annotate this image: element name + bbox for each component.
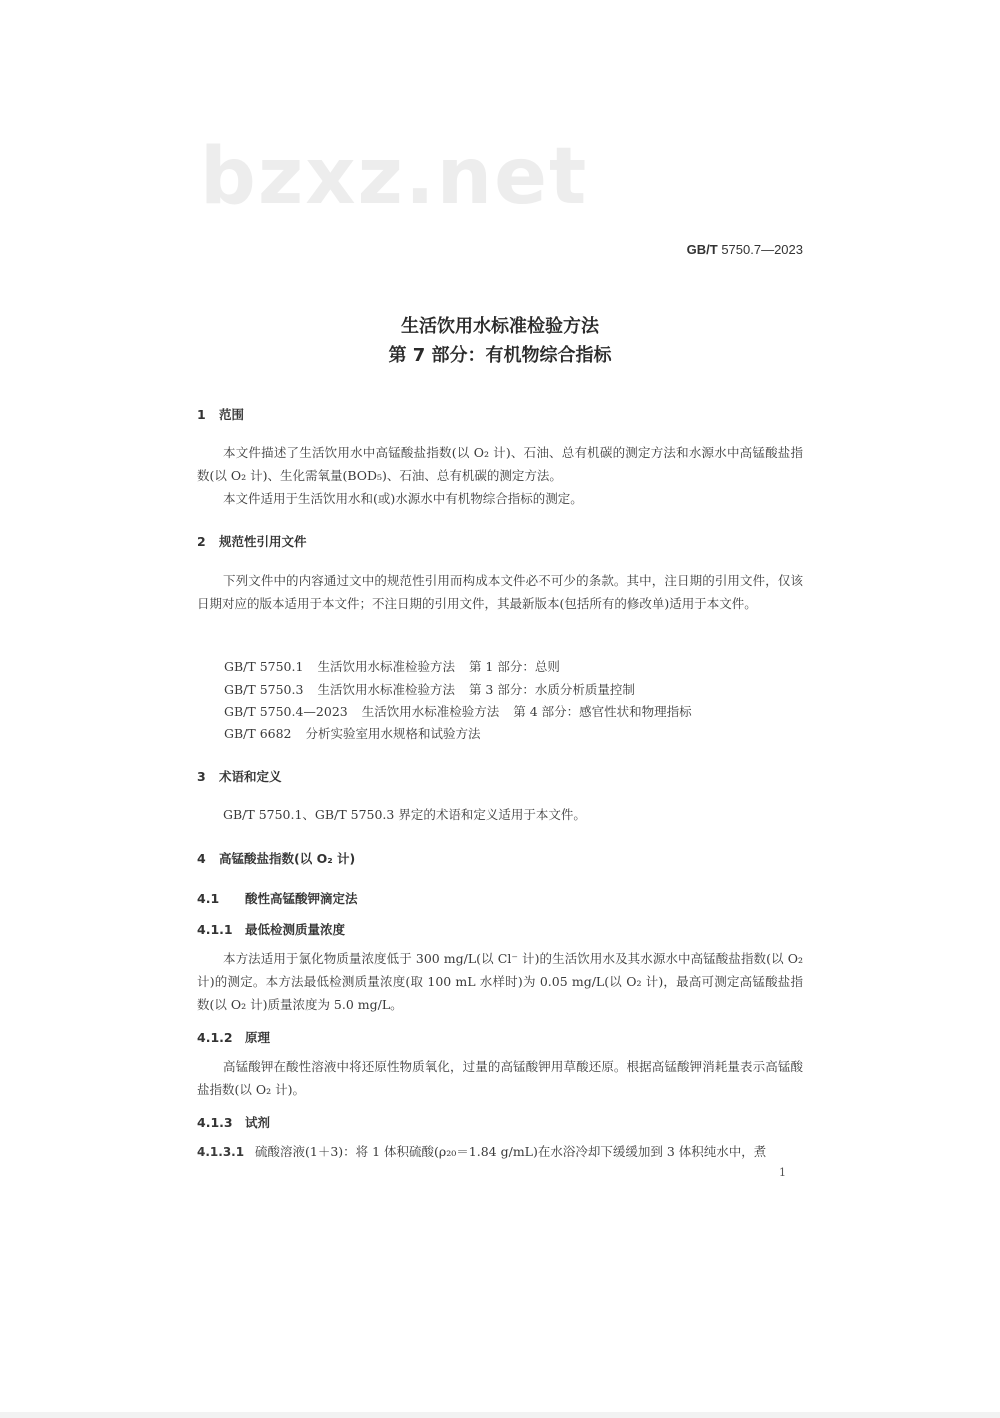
reference-item: [224, 657, 560, 675]
section-1-heading: [197, 405, 244, 423]
reference-title: 生活饮用水标准检验方法: [317, 659, 455, 674]
subsection-number: 4.1.1: [197, 922, 233, 937]
reference-item: [224, 680, 635, 698]
subsection-number: 4.1.3: [197, 1115, 233, 1130]
section-title: 高锰酸盐指数(以 O₂ 计): [219, 851, 356, 866]
paragraph: 本方法适用于氯化物质量浓度低于 300 mg/L(以 Cl⁻ 计)的生活饮用水及其水源水中高锰酸盐指数(以 O₂ 计)的测定。本方法最低检测质量浓度(取 100 mL 水样时)为 0.05 mg/L(以 O₂ 计)，最高可测定高锰酸盐指数(以 O₂ 计)质量浓度为 5.0 mg/L。: [197, 951, 803, 1012]
document-title: 生活饮用水标准检验方法: [401, 316, 599, 337]
clause-text: 硫酸溶液(1＋3)：将 1 体积硫酸(ρ₂₀＝1.84 g/mL)在水浴冷却下缓缓加到 3 体积纯水中，煮: [255, 1144, 767, 1159]
reference-title: 生活饮用水标准检验方法: [317, 682, 455, 697]
clause-number: 4.1.3.1: [197, 1145, 245, 1159]
section-2-heading: [197, 532, 307, 550]
reference-item: [224, 702, 692, 720]
reference-code: GB/T 5750.3: [224, 682, 304, 697]
subsection-title: 原理: [245, 1030, 271, 1045]
standard-prefix: GB/T: [686, 242, 718, 257]
section-number: 1: [197, 407, 206, 422]
reference-item: [224, 724, 495, 742]
watermark: bzxz.net: [200, 132, 589, 222]
subsection-4-1-1-heading: [197, 920, 345, 938]
page-number: 1: [779, 1166, 786, 1179]
section-3-heading: [197, 767, 282, 785]
subsection-title: 试剂: [245, 1115, 271, 1130]
section-title: 术语和定义: [219, 769, 282, 784]
standard-code: [687, 242, 803, 257]
section-number: 3: [197, 769, 206, 784]
subsection-title: 酸性高锰酸钾滴定法: [245, 891, 358, 906]
reference-code: GB/T 6682: [224, 726, 292, 741]
paragraph: 下列文件中的内容通过文中的规范性引用而构成本文件必不可少的条款。其中，注日期的引用文件，仅该日期对应的版本适用于本文件；不注日期的引用文件，其最新版本(包括所有的修改单)适用于本文件。: [197, 573, 803, 611]
paragraph: 本文件适用于生活饮用水和(或)水源水中有机物综合指标的测定。: [223, 491, 583, 506]
subsection-number: 4.1.2: [197, 1030, 233, 1045]
subsection-4-1-3-heading: [197, 1113, 270, 1131]
reference-title: 分析实验室用水规格和试验方法: [305, 726, 481, 741]
subsection-number: 4.1: [197, 891, 220, 906]
reference-title: 生活饮用水标准检验方法: [361, 704, 500, 719]
section-4-heading: [197, 849, 355, 867]
standard-number: 5750.7—2023: [721, 242, 803, 257]
section-number: 2: [197, 534, 206, 549]
paragraph: 高锰酸钾在酸性溶液中将还原性物质氧化，过量的高锰酸钾用草酸还原。根据高锰酸钾消耗量表示高锰酸盐指数(以 O₂ 计)。: [197, 1059, 803, 1097]
document-subtitle: 第 7 部分：有机物综合指标: [388, 345, 612, 366]
section-title: 规范性引用文件: [219, 534, 307, 549]
reference-code: GB/T 5750.1: [224, 659, 304, 674]
reference-part: 第 3 部分：水质分析质量控制: [468, 682, 635, 697]
subsection-title: 最低检测质量浓度: [245, 922, 346, 937]
reference-part: 第 4 部分：感官性状和物理指标: [513, 704, 692, 719]
subsection-4-1-2-heading: [197, 1028, 270, 1046]
reference-code: GB/T 5750.4—2023: [224, 704, 348, 719]
reference-part: 第 1 部分：总则: [468, 659, 560, 674]
clause-4-1-3-1: [197, 1142, 803, 1160]
paragraph: 本文件描述了生活饮用水中高锰酸盐指数(以 O₂ 计)、石油、总有机碳的测定方法和水源水中高锰酸盐指数(以 O₂ 计)、生化需氧量(BOD₅)、石油、总有机碳的测定方法。: [197, 445, 803, 483]
subsection-4-1-heading: [197, 889, 358, 907]
section-title: 范围: [219, 407, 245, 422]
paragraph: GB/T 5750.1、GB/T 5750.3 界定的术语和定义适用于本文件。: [223, 807, 586, 822]
section-number: 4: [197, 851, 206, 866]
